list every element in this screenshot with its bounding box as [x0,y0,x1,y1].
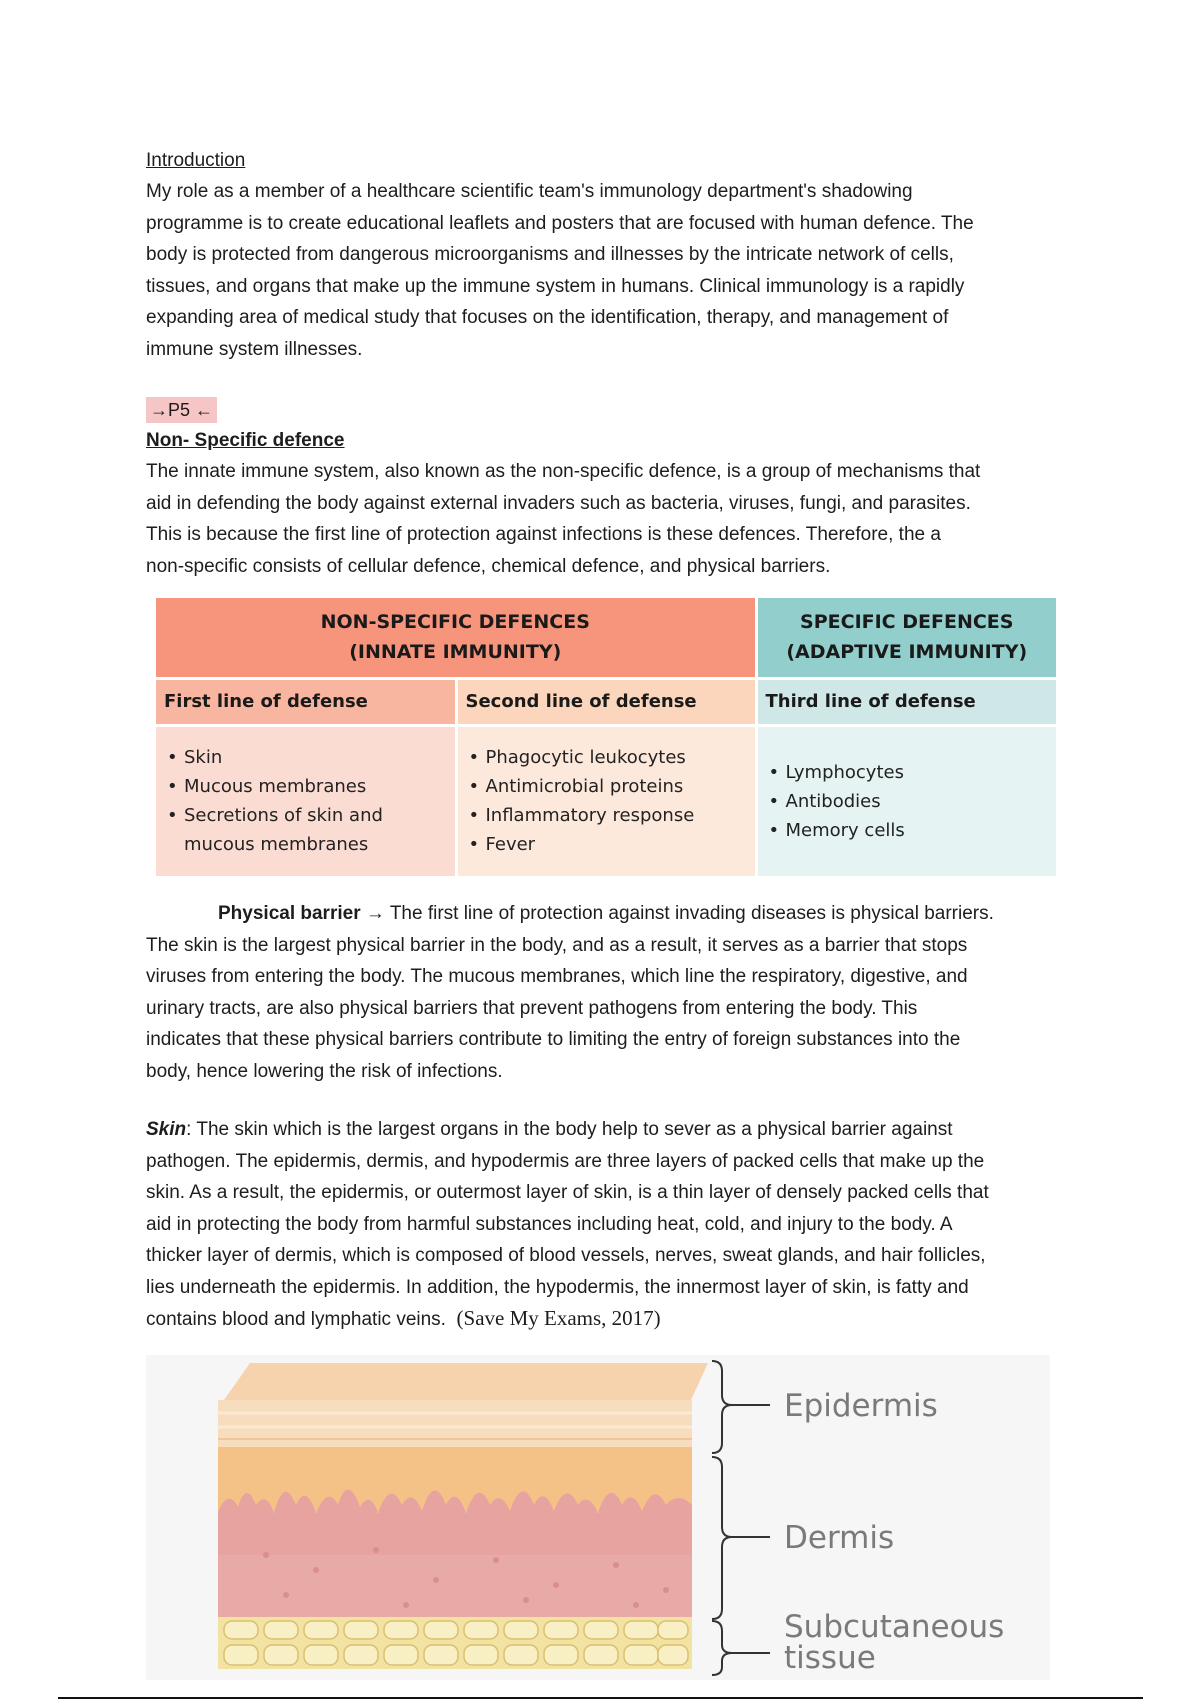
list-item: • Antibodies [766,787,1057,816]
list-item: • Mucous membranes [164,772,455,801]
nonspecific-line: The innate immune system, also known as the non-specific defence, is a group of mechanisms that [146,461,981,482]
nonspecific-section [146,425,1046,582]
nonspecific-line: This is because the first line of protection against infections is these defences. Therefore, the a [146,524,941,545]
physical-barrier-section [146,898,1046,1087]
introduction-section [146,145,1046,365]
defence-table [156,598,1056,876]
dermis-lower [218,1555,692,1617]
list-item: • Memory cells [766,816,1057,845]
physical-barrier-label: Physical barrier [218,903,361,924]
citation: (Save My Exams, 2017) [456,1306,661,1330]
subcutaneous-label: Subcutaneous [784,1609,1005,1645]
list-item: • Inflammatory response [466,801,755,830]
epidermis-top-surface [224,1363,708,1400]
first-line-list [156,743,455,859]
third-line-cell [756,725,1056,876]
skin-last-line [146,1303,1061,1336]
nonspecific-line: aid in defending the body against external invaders such as bacteria, viruses, fungi, and parasites. [146,492,971,514]
introduction-heading: Introduction [146,150,246,171]
skin-first-line [146,1114,1061,1146]
arrow-glyph: → [360,903,390,924]
skin-line: pathogen. The epidermis, dermis, and hypodermis are three layers of packed cells that make up the [146,1150,985,1172]
nonspecific-heading: Non- Specific defence [146,430,345,451]
epidermis-label: Epidermis [784,1388,938,1424]
nonspecific-line: non-specific consists of cellular defence, chemical defence, and physical barriers. [146,555,831,577]
list-item: • Secretions of skin and mucous membranes [164,801,455,859]
nonspecific-header-line1: NON-SPECIFIC DEFENCES [320,611,590,634]
dermis-label: Dermis [784,1520,895,1556]
footer-rule [58,1697,1143,1699]
skin-line: aid in protecting the body from harmful substances including heat, cold, and injury to the body. A [146,1213,953,1235]
specific-header-line1: SPECIFIC DEFENCES [800,611,1014,634]
skin-line: thicker layer of dermis, which is composed of blood vessels, nerves, sweat glands, and hair follicles, [146,1245,986,1266]
intro-line: immune system illnesses. [146,338,363,360]
list-item: • Antimicrobial proteins [466,772,755,801]
physical-line: The first line of protection against invading diseases is physical barriers. [389,903,994,924]
physical-line: The skin is the largest physical barrier in the body, and as a result, it serves as a barrier that stops [146,934,968,956]
skin-label: Skin [146,1119,187,1140]
list-item: • Fever [466,830,755,859]
skin-section [146,1114,1061,1336]
physical-line: urinary tracts, are also physical barriers that prevent pathogens from entering the body. This [146,997,918,1019]
skin-layers-diagram [146,1355,1050,1680]
physical-line: indicates that these physical barriers contribute to limiting the entry of foreign substances into the [146,1029,961,1050]
specific-defences-header [756,598,1056,678]
intro-line: programme is to create educational leaflets and posters that are focused with human defence. The [146,212,974,234]
list-item: • Phagocytic leukocytes [466,743,755,772]
p5-tag: →P5 ← [146,397,217,423]
third-line-list [758,758,1057,845]
nonspecific-header-line2: (INNATE IMMUNITY) [349,641,562,664]
list-item: • Skin [164,743,455,772]
first-line-cell [156,725,456,876]
nonspecific-defences-header [156,598,756,678]
intro-line: tissues, and organs that make up the immune system in humans. Clinical immunology is a rapidly [146,275,965,297]
tissue-label: tissue [784,1640,876,1676]
skin-line: contains blood and lymphatic veins. [146,1309,446,1330]
first-line-header: First line of defense [156,678,456,725]
skin-line: lies underneath the epidermis. In addition, the hypodermis, the innermost layer of skin, is fatty and [146,1276,969,1298]
intro-line: My role as a member of a healthcare scientific team's immunology department's shadowing [146,181,913,202]
list-item: • Lymphocytes [766,758,1057,787]
physical-line: body, hence lowering the risk of infections. [146,1060,503,1082]
intro-line: expanding area of medical study that focuses on the identification, therapy, and management of [146,307,949,328]
third-line-header: Third line of defense [756,678,1056,725]
physical-first-line [146,898,1046,930]
physical-line: viruses from entering the body. The mucous membranes, which line the respiratory, digestive, and [146,966,968,987]
second-line-cell [456,725,756,876]
skin-line: : The skin which is the largest organs in the body help to sever as a physical barrier against [186,1119,953,1140]
intro-line: body is protected from dangerous microorganisms and illnesses by the intricate network of cells, [146,244,954,265]
specific-header-line2: (ADAPTIVE IMMUNITY) [786,641,1028,664]
skin-line: skin. As a result, the epidermis, or outermost layer of skin, is a thin layer of densely packed cells that [146,1182,989,1203]
second-line-header: Second line of defense [456,678,756,725]
second-line-list [458,743,755,859]
